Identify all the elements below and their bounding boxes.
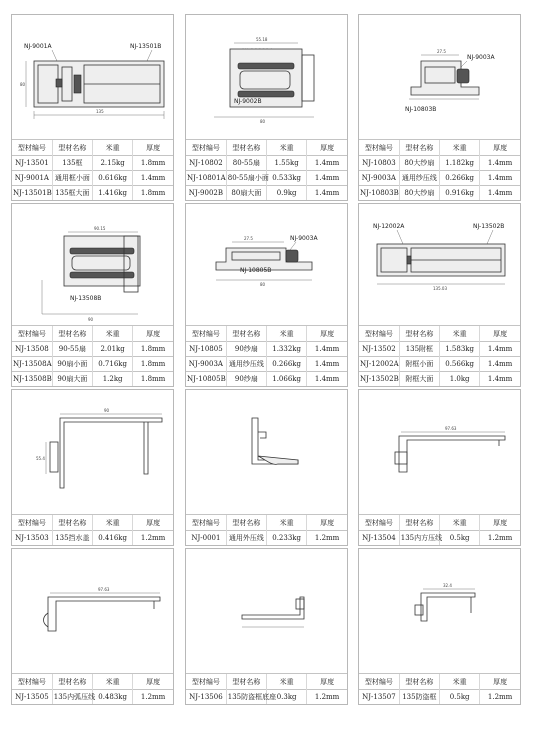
- profile-drawing: [12, 15, 173, 153]
- table-cell: 1.8mm: [133, 372, 173, 387]
- table-cell: 90纱扇: [226, 372, 266, 387]
- table-row: [12, 156, 173, 171]
- header-cell: 型材名称: [52, 515, 92, 531]
- spec-table: [186, 673, 347, 704]
- dimension-label: 90: [88, 317, 94, 322]
- profile-card-nj-10805: [185, 203, 348, 387]
- table-header-row: [359, 515, 520, 531]
- table-cell: 通用纱压线: [226, 357, 266, 372]
- spec-table: [186, 325, 347, 386]
- table-cell: NJ-9001A: [12, 171, 52, 186]
- table-cell: 1.4mm: [307, 357, 347, 372]
- table-cell: 90扇大面: [52, 372, 92, 387]
- table-cell: NJ-10801A: [186, 171, 226, 186]
- spec-table: [12, 325, 173, 386]
- table-cell: 1.8mm: [133, 186, 173, 201]
- header-cell: 米重: [93, 326, 133, 342]
- table-row: [359, 186, 520, 201]
- dimension-label: 90.15: [94, 226, 106, 231]
- table-cell: 1.8mm: [133, 156, 173, 171]
- table-cell: 1.55kg: [267, 156, 307, 171]
- table-row: [12, 690, 173, 705]
- spec-table: [12, 673, 173, 704]
- table-row: [12, 186, 173, 201]
- header-cell: 厚度: [307, 515, 347, 531]
- table-row: [12, 342, 173, 357]
- table-header-row: [12, 515, 173, 531]
- table-cell: NJ-13501B: [12, 186, 52, 201]
- table-cell: 1.2mm: [133, 531, 173, 546]
- dimension-label: 135: [96, 109, 104, 114]
- table-cell: NJ-10805B: [186, 372, 226, 387]
- table-cell: 通用框小面: [52, 171, 92, 186]
- spec-table: [359, 325, 520, 386]
- header-cell: 厚度: [133, 140, 173, 156]
- header-cell: 米重: [440, 674, 480, 690]
- header-cell: 型材编号: [359, 674, 399, 690]
- profile-card-nj-10803: [358, 14, 521, 201]
- spec-table: [359, 139, 520, 200]
- table-cell: NJ-12002A: [359, 357, 399, 372]
- profile-drawing: [359, 390, 520, 516]
- profile-card-nj-10802: [185, 14, 348, 201]
- callout-label: NJ-9003A: [290, 235, 318, 242]
- header-cell: 型材编号: [186, 515, 226, 531]
- profile-card-nj-13506: [185, 548, 348, 705]
- table-header-row: [359, 674, 520, 690]
- spec-table: [186, 139, 347, 200]
- callout-label: NJ-9002B: [234, 98, 262, 105]
- profile-card-nj-0001: [185, 389, 348, 546]
- table-row: [186, 357, 347, 372]
- table-cell: 2.15kg: [93, 156, 133, 171]
- table-cell: 1.182kg: [440, 156, 480, 171]
- header-cell: 型材编号: [186, 326, 226, 342]
- callout-label: NJ-10803B: [405, 106, 437, 113]
- header-cell: 型材编号: [12, 515, 52, 531]
- table-row: [186, 342, 347, 357]
- profile-drawing: [186, 549, 347, 675]
- dimension-label: 97.63: [98, 587, 110, 592]
- profile-drawing: [12, 390, 173, 516]
- table-cell: NJ-13508A: [12, 357, 52, 372]
- profile-drawing: [186, 15, 347, 153]
- table-cell: 1.066kg: [267, 372, 307, 387]
- table-cell: 附框大面: [399, 372, 439, 387]
- callout-label: NJ-12002A: [373, 223, 405, 230]
- table-cell: 0.716kg: [93, 357, 133, 372]
- table-cell: 通用外压线: [226, 531, 266, 546]
- table-cell: 1.2mm: [480, 690, 520, 705]
- callout-label: NJ-9001A: [24, 43, 52, 50]
- table-cell: 1.4mm: [307, 186, 347, 201]
- profile-drawing: [186, 204, 347, 340]
- table-cell: 1.4mm: [307, 171, 347, 186]
- table-cell: 0.233kg: [267, 531, 307, 546]
- header-cell: 厚度: [480, 515, 520, 531]
- table-cell: 1.8mm: [133, 342, 173, 357]
- table-cell: 0.5kg: [440, 690, 480, 705]
- header-cell: 型材名称: [226, 674, 266, 690]
- table-header-row: [186, 515, 347, 531]
- profile-drawing: [12, 549, 173, 675]
- table-row: [186, 690, 347, 705]
- spec-table: [12, 514, 173, 545]
- table-cell: 0.566kg: [440, 357, 480, 372]
- table-row: [12, 372, 173, 387]
- table-row: [359, 372, 520, 387]
- table-cell: 135框: [52, 156, 92, 171]
- header-cell: 厚度: [133, 515, 173, 531]
- table-cell: NJ-13501: [12, 156, 52, 171]
- spec-table: [12, 139, 173, 200]
- header-cell: 型材编号: [12, 326, 52, 342]
- dimension-label: 55.18: [256, 37, 268, 42]
- dimension-label: 32.4: [443, 583, 452, 588]
- table-cell: 135防盗框: [399, 690, 439, 705]
- table-header-row: [12, 326, 173, 342]
- table-cell: 0.266kg: [267, 357, 307, 372]
- header-cell: 厚度: [307, 674, 347, 690]
- table-cell: NJ-13506: [186, 690, 226, 705]
- table-cell: 135框大面: [52, 186, 92, 201]
- table-header-row: [359, 140, 520, 156]
- table-cell: 1.0kg: [440, 372, 480, 387]
- header-cell: 厚度: [307, 140, 347, 156]
- profile-drawing: [359, 204, 520, 340]
- table-cell: 0.5kg: [440, 531, 480, 546]
- dimension-label: 80: [260, 119, 266, 124]
- spec-table: [359, 514, 520, 545]
- table-cell: 1.4mm: [480, 156, 520, 171]
- table-cell: 135附框: [399, 342, 439, 357]
- table-cell: 1.2mm: [133, 690, 173, 705]
- table-cell: 80-55扇: [226, 156, 266, 171]
- table-row: [359, 171, 520, 186]
- table-cell: NJ-9002B: [186, 186, 226, 201]
- callout-label: NJ-13508B: [70, 295, 102, 302]
- table-cell: NJ-0001: [186, 531, 226, 546]
- dimension-label: 80: [260, 282, 266, 287]
- callout-label: NJ-10805B: [240, 267, 272, 274]
- header-cell: 米重: [267, 515, 307, 531]
- table-row: [12, 357, 173, 372]
- table-header-row: [359, 326, 520, 342]
- table-cell: 0.9kg: [267, 186, 307, 201]
- dimension-label: 55.4: [36, 456, 45, 461]
- dimension-label: 27.5: [437, 49, 446, 54]
- table-cell: 80扇大面: [226, 186, 266, 201]
- dimension-label: 97.63: [445, 426, 457, 431]
- header-cell: 型材名称: [399, 326, 439, 342]
- profile-card-nj-13501: [11, 14, 174, 201]
- table-cell: 1.4mm: [480, 171, 520, 186]
- profile-drawing: [359, 15, 520, 153]
- table-cell: NJ-13502B: [359, 372, 399, 387]
- table-header-row: [186, 326, 347, 342]
- header-cell: 型材名称: [226, 515, 266, 531]
- table-row: [359, 342, 520, 357]
- table-row: [186, 372, 347, 387]
- table-row: [186, 186, 347, 201]
- header-cell: 米重: [93, 140, 133, 156]
- header-cell: 米重: [440, 515, 480, 531]
- table-cell: 1.4mm: [480, 357, 520, 372]
- table-cell: 1.2kg: [93, 372, 133, 387]
- table-cell: 0.616kg: [93, 171, 133, 186]
- table-header-row: [186, 140, 347, 156]
- table-cell: 1.4mm: [480, 342, 520, 357]
- profile-card-nj-13508: [11, 203, 174, 387]
- table-row: [359, 690, 520, 705]
- header-cell: 型材编号: [12, 674, 52, 690]
- header-cell: 厚度: [133, 326, 173, 342]
- table-row: [186, 171, 347, 186]
- callout-label: NJ-9003A: [467, 54, 495, 61]
- table-cell: NJ-13505: [12, 690, 52, 705]
- table-cell: 1.8mm: [133, 357, 173, 372]
- header-cell: 型材名称: [399, 515, 439, 531]
- dimension-label: 135.03: [433, 286, 447, 291]
- dimension-label: 27.5: [244, 236, 253, 241]
- header-cell: 厚度: [307, 326, 347, 342]
- header-cell: 型材编号: [359, 140, 399, 156]
- header-cell: 型材名称: [52, 326, 92, 342]
- header-cell: 型材名称: [399, 140, 439, 156]
- table-cell: NJ-13504: [359, 531, 399, 546]
- table-cell: 135防盗框底座: [226, 690, 266, 705]
- table-cell: 0.416kg: [93, 531, 133, 546]
- table-row: [186, 531, 347, 546]
- table-header-row: [186, 674, 347, 690]
- table-cell: 90-55扇: [52, 342, 92, 357]
- table-row: [12, 171, 173, 186]
- header-cell: 型材名称: [226, 140, 266, 156]
- table-cell: NJ-13507: [359, 690, 399, 705]
- table-cell: 1.4mm: [480, 372, 520, 387]
- header-cell: 型材编号: [12, 140, 52, 156]
- table-row: [359, 531, 520, 546]
- callout-label: NJ-13502B: [473, 223, 505, 230]
- table-cell: 90纱扇: [226, 342, 266, 357]
- table-cell: NJ-13508: [12, 342, 52, 357]
- table-header-row: [12, 140, 173, 156]
- table-row: [359, 357, 520, 372]
- table-header-row: [12, 674, 173, 690]
- header-cell: 米重: [440, 326, 480, 342]
- table-cell: NJ-13503: [12, 531, 52, 546]
- table-row: [12, 531, 173, 546]
- header-cell: 型材编号: [186, 140, 226, 156]
- header-cell: 厚度: [480, 674, 520, 690]
- table-cell: 80大纱扇: [399, 186, 439, 201]
- table-cell: 0.266kg: [440, 171, 480, 186]
- header-cell: 厚度: [133, 674, 173, 690]
- header-cell: 型材编号: [359, 326, 399, 342]
- table-cell: 1.4mm: [307, 342, 347, 357]
- table-cell: 2.01kg: [93, 342, 133, 357]
- table-cell: 0.483kg: [93, 690, 133, 705]
- header-cell: 型材名称: [52, 674, 92, 690]
- header-cell: 厚度: [480, 140, 520, 156]
- table-row: [186, 156, 347, 171]
- header-cell: 米重: [267, 674, 307, 690]
- table-cell: 1.4mm: [307, 372, 347, 387]
- spec-table: [186, 514, 347, 545]
- table-cell: 1.416kg: [93, 186, 133, 201]
- table-cell: 135内弧压线: [52, 690, 92, 705]
- profile-card-nj-13505: [11, 548, 174, 705]
- table-cell: 附框小面: [399, 357, 439, 372]
- table-cell: NJ-10803: [359, 156, 399, 171]
- profile-card-nj-13507: [358, 548, 521, 705]
- table-cell: 90扇小面: [52, 357, 92, 372]
- header-cell: 米重: [93, 674, 133, 690]
- profile-card-nj-13503: [11, 389, 174, 546]
- dimension-label: 80: [20, 82, 26, 87]
- header-cell: 米重: [267, 140, 307, 156]
- table-cell: 1.4mm: [133, 171, 173, 186]
- table-cell: NJ-10803B: [359, 186, 399, 201]
- header-cell: 型材名称: [52, 140, 92, 156]
- table-cell: 135内方压线: [399, 531, 439, 546]
- table-cell: 1.332kg: [267, 342, 307, 357]
- table-cell: 1.4mm: [480, 186, 520, 201]
- callout-label: NJ-13501B: [130, 43, 162, 50]
- table-row: [359, 156, 520, 171]
- table-cell: NJ-13508B: [12, 372, 52, 387]
- spec-table: [359, 673, 520, 704]
- table-cell: 1.583kg: [440, 342, 480, 357]
- profile-drawing: [359, 549, 520, 675]
- header-cell: 厚度: [480, 326, 520, 342]
- header-cell: 型材名称: [399, 674, 439, 690]
- table-cell: NJ-10805: [186, 342, 226, 357]
- header-cell: 米重: [267, 326, 307, 342]
- table-cell: 0.3kg: [267, 690, 307, 705]
- table-cell: NJ-9003A: [359, 171, 399, 186]
- header-cell: 型材编号: [186, 674, 226, 690]
- table-cell: 80大纱扇: [399, 156, 439, 171]
- table-cell: 0.916kg: [440, 186, 480, 201]
- table-cell: 1.2mm: [480, 531, 520, 546]
- header-cell: 米重: [440, 140, 480, 156]
- dimension-label: 90: [104, 408, 110, 413]
- table-cell: 80-55扇小面: [226, 171, 266, 186]
- table-cell: NJ-9003A: [186, 357, 226, 372]
- header-cell: 米重: [93, 515, 133, 531]
- table-cell: NJ-10802: [186, 156, 226, 171]
- header-cell: 型材名称: [226, 326, 266, 342]
- table-cell: 通用纱压线: [399, 171, 439, 186]
- table-cell: 0.533kg: [267, 171, 307, 186]
- table-cell: 1.4mm: [307, 156, 347, 171]
- table-cell: 135挡水盖: [52, 531, 92, 546]
- profile-card-nj-13502: [358, 203, 521, 387]
- profile-card-nj-13504: [358, 389, 521, 546]
- header-cell: 型材编号: [359, 515, 399, 531]
- profile-drawing: [186, 390, 347, 516]
- profile-drawing: [12, 204, 173, 340]
- table-cell: NJ-13502: [359, 342, 399, 357]
- table-cell: 1.2mm: [307, 531, 347, 546]
- table-cell: 1.2mm: [307, 690, 347, 705]
